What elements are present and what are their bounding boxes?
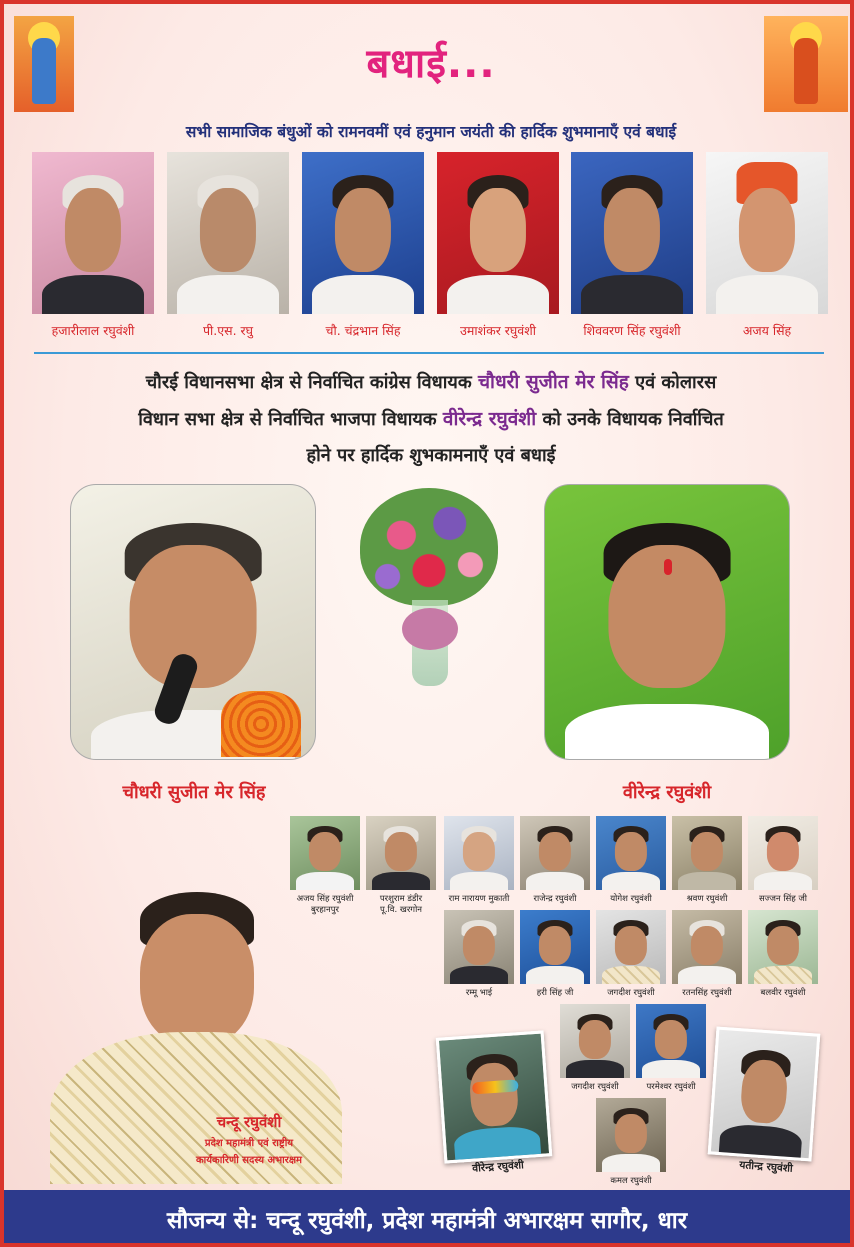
greeting-subtitle: सभी सामाजिक बंधुओं को रामनवमीं एवं हनुमान जयंती की हार्दिक शुभमानाएँ एवं बधाई [185, 123, 677, 141]
top-photo-caption: पी.एस. रघु [202, 323, 254, 338]
portrait-photo [167, 152, 289, 314]
congratulation-message [24, 364, 838, 474]
member-caption: योगेश रघुवंशी [610, 894, 652, 904]
member-caption: परशुराम डंडीर पू.वि. खरगोन [379, 894, 423, 915]
highlight-name: वीरेन्द्र रघुवंशी [442, 408, 537, 430]
member-photo [444, 816, 514, 890]
flower-bouquet [354, 488, 504, 692]
footer-band [4, 1190, 850, 1247]
featured-photo-left [70, 484, 316, 760]
member-photo [596, 1098, 666, 1172]
top-photo-caption: उमाशंकर रघुवंशी [460, 323, 536, 338]
page-title: बधाई... [366, 41, 496, 87]
top-photo-caption: चौ. चंद्रभान सिंह [325, 323, 401, 338]
member-caption: जगदीश रघुवंशी [571, 1082, 619, 1092]
member-photo [748, 910, 818, 984]
member-caption: बलवीर रघुवंशी [760, 988, 806, 998]
member-caption: राम नारायण मुकाती [448, 894, 510, 904]
highlight-name: चौधरी सुजीत मेर सिंह [477, 371, 629, 393]
divider [34, 352, 824, 354]
featured-photo-right [544, 484, 790, 760]
member-caption: कमल रघुवंशी [610, 1176, 652, 1186]
garland [221, 691, 301, 757]
portrait-photo [32, 152, 154, 314]
message-text: को उनके विधायक निर्वाचित [542, 409, 724, 430]
portrait-photo [437, 152, 559, 314]
member-photo [596, 910, 666, 984]
member-caption: श्रवण रघुवंशी [686, 894, 728, 904]
member-caption: अजय सिंह रघुवंशी बुरहानपुर [296, 894, 354, 915]
member-photo [596, 816, 666, 890]
featured-caption-left: चौधरी सुजीत मेर सिंह [122, 782, 266, 803]
tilak-mark [664, 559, 672, 575]
member-photo [290, 816, 360, 890]
portrait-photo [571, 152, 693, 314]
member-caption: परमेश्वर रघुवंशी [646, 1082, 696, 1092]
member-photo [520, 910, 590, 984]
member-caption: रम्मू भाई [465, 988, 493, 998]
member-photo [748, 816, 818, 890]
message-text: चौरई विधानसभा क्षेत्र से निर्वाचित कांग्रेस विधायक [145, 372, 472, 393]
member-photo [520, 816, 590, 890]
message-line-1 [24, 364, 838, 401]
top-photo-caption: अजय सिंह [742, 323, 792, 338]
tilted-photo-left [436, 1030, 553, 1163]
sponsor-title: कार्यकारिणी सदस्य अभारक्षम [195, 1155, 303, 1166]
member-photo [366, 816, 436, 890]
member-caption: रतनसिंह रघुवंशी [682, 988, 732, 998]
member-caption: हरी सिंह जी [536, 988, 574, 998]
tilted-caption-right: यतीन्द्र रघुवंशी [738, 1159, 794, 1175]
message-line-2 [24, 401, 838, 438]
message-line-3: होने पर हार्दिक शुभकामनाएँ एवं बधाई [306, 445, 556, 466]
sponsor-title: प्रदेश महामंत्री एवं राष्ट्रीय [204, 1138, 294, 1149]
portrait-photo [706, 152, 828, 314]
member-photo [672, 910, 742, 984]
message-text: एवं कोलारस [635, 372, 717, 393]
footer-text: सौजन्य से: चन्दू रघुवंशी, प्रदेश महामंत्री अभारक्षम सागौर, धार [166, 1207, 688, 1234]
member-caption: सज्जन सिंह जी [758, 894, 807, 904]
message-text: विधान सभा क्षेत्र से निर्वाचित भाजपा विधायक [138, 409, 437, 430]
member-caption: जगदीश रघुवंशी [607, 988, 655, 998]
member-caption: राजेन्द्र रघुवंशी [533, 894, 577, 904]
tilted-photo-right [708, 1027, 821, 1162]
top-photo-caption: हजारीलाल रघुवंशी [51, 323, 135, 338]
portrait-photo [302, 152, 424, 314]
member-photo [636, 1004, 706, 1078]
featured-caption-right: वीरेन्द्र रघुवंशी [622, 782, 712, 803]
member-photo [444, 910, 514, 984]
sponsor-name: चन्दू रघुवंशी [216, 1113, 282, 1131]
member-photo [560, 1004, 630, 1078]
tilted-caption-left: वीरेन्द्र रघुवंशी [471, 1159, 525, 1175]
sponsor-caption [144, 1112, 354, 1166]
top-photo-caption: शिववरण सिंह रघुवंशी [583, 323, 681, 338]
member-photo [672, 816, 742, 890]
